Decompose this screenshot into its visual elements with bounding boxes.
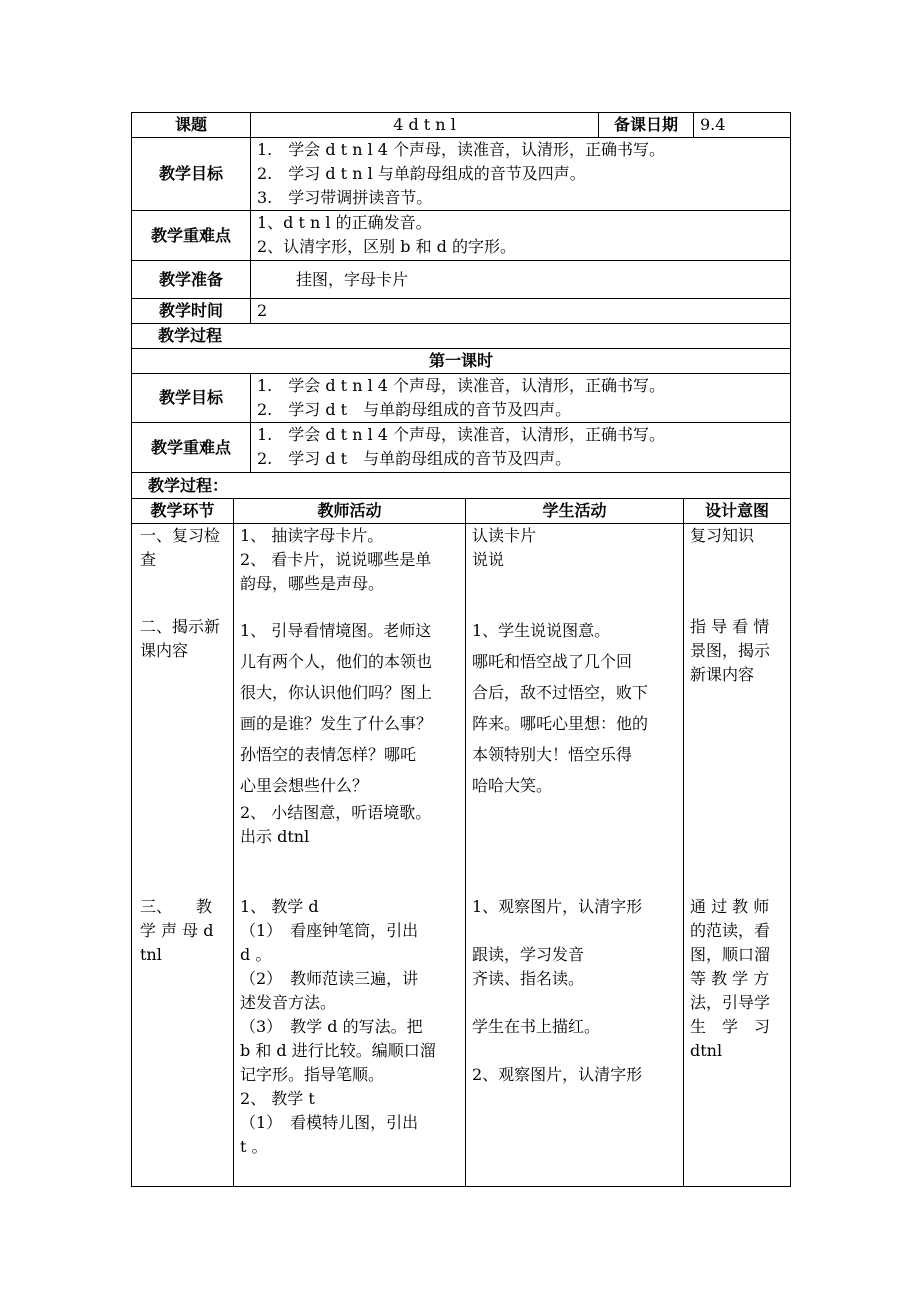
date-value: 9.4 — [694, 113, 791, 138]
teacher-text: 1、 抽读字母卡片。 — [240, 526, 384, 545]
link-text: tnl — [140, 945, 162, 964]
topic-row — [132, 113, 791, 138]
student-text: 2、观察图片，认清字形 — [472, 1065, 643, 1084]
teacher-text: 2、 看卡片，说说哪些是单 — [240, 550, 432, 569]
key-label: 教学重难点 — [132, 211, 251, 261]
goals-label: 教学目标 — [132, 138, 251, 211]
intent-text: 生 学 习 — [690, 1017, 771, 1036]
intent-cell — [684, 524, 791, 1187]
teacher-text: b 和 d 进行比较。编顺口溜 — [240, 1041, 436, 1060]
header-intent: 设计意图 — [684, 499, 791, 524]
goal-item: 3. 学习带调拼读音节。 — [257, 188, 433, 207]
prep-label: 教学准备 — [132, 261, 251, 299]
teacher-text: 心里会想些什么？ — [240, 776, 369, 795]
teacher-text: 很大，你认识他们吗？图上 — [240, 683, 433, 702]
topic-value: 4 d t n l — [251, 113, 599, 138]
process-label: 教学过程 — [132, 324, 791, 349]
goals-row — [132, 138, 791, 211]
lesson1-goals-list — [251, 374, 791, 423]
goal-item: 2. 学习 d t n l 与单韵母组成的音节及四声。 — [257, 164, 586, 183]
prep-row — [132, 261, 791, 299]
process-row — [132, 324, 791, 349]
key-item: 2、认清字形，区别 b 和 d 的字形。 — [257, 237, 517, 256]
steps-header-row — [132, 499, 791, 524]
student-text: 合后，敌不过悟空，败下 — [472, 683, 649, 702]
link-text: 一、复习检 — [140, 526, 221, 545]
link-text: 学 声 母 d — [140, 921, 214, 940]
teacher-text: 画的是谁？发生了什么事？ — [240, 714, 433, 733]
intent-text: dtnl — [690, 1041, 723, 1060]
lesson1-goals-label: 教学目标 — [132, 374, 251, 423]
link-cell — [132, 524, 234, 1187]
header-teacher: 教师活动 — [234, 499, 466, 524]
steps-body-row — [132, 524, 791, 1187]
lesson1-process-label: 教学过程： — [132, 473, 791, 499]
lesson1-key-item: 2. 学习 d t 与单韵母组成的音节及四声。 — [257, 449, 572, 468]
intent-text: 图，顺口溜 — [690, 945, 771, 964]
plan-table — [131, 112, 791, 499]
lesson1-title: 第一课时 — [132, 349, 791, 374]
time-row — [132, 299, 791, 324]
intent-text: 新课内容 — [690, 665, 755, 684]
lesson1-goals-row — [132, 374, 791, 423]
student-text: 认读卡片 — [472, 526, 537, 545]
link-text: 三、 教 — [140, 897, 213, 916]
lesson1-goal-item: 2. 学习 d t 与单韵母组成的音节及四声。 — [257, 400, 572, 419]
lesson1-key-row — [132, 423, 791, 473]
key-row — [132, 211, 791, 261]
lesson1-process-row — [132, 473, 791, 499]
teacher-text: （1） 看座钟笔筒，引出 — [240, 921, 419, 940]
intent-text: 的范读，看 — [690, 921, 771, 940]
intent-text: 景图，揭示 — [690, 641, 771, 660]
link-text: 课内容 — [140, 641, 189, 660]
student-text: 阵来。哪吒心里想：他的 — [472, 714, 649, 733]
header-link: 教学环节 — [132, 499, 234, 524]
goals-list — [251, 138, 791, 211]
teacher-text: 儿有两个人，他们的本领也 — [240, 652, 433, 671]
student-text: 齐读、指名读。 — [472, 969, 585, 988]
time-value: 2 — [251, 299, 791, 324]
key-list — [251, 211, 791, 261]
steps-table — [131, 498, 791, 1187]
key-item: 1、d t n l 的正确发音。 — [257, 213, 432, 232]
student-text: 说说 — [472, 550, 505, 569]
prep-value: 挂图，字母卡片 — [251, 261, 791, 299]
student-text: 本领特别大！悟空乐得 — [472, 745, 633, 764]
header-student: 学生活动 — [466, 499, 684, 524]
teacher-text: d 。 — [240, 945, 272, 964]
intent-text: 通 过 教 师 — [690, 897, 770, 916]
intent-text: 指 导 看 情 — [690, 617, 770, 636]
lesson1-goal-item: 1. 学会 d t n l 4 个声母，读准音，认清形，正确书写。 — [257, 376, 666, 395]
teacher-text: 1、 教学 d — [240, 897, 319, 916]
teacher-text: （3） 教学 d 的写法。把 — [240, 1017, 423, 1036]
teacher-text: 记字形。指导笔顺。 — [240, 1065, 385, 1084]
lesson1-key-list — [251, 423, 791, 473]
student-text: 跟读，学习发音 — [472, 945, 585, 964]
teacher-text: 出示 dtnl — [240, 827, 310, 846]
student-text: 哈哈大笑。 — [472, 776, 553, 795]
lesson1-title-row — [132, 349, 791, 374]
goal-item: 1. 学会 d t n l 4 个声母，读准音，认清形，正确书写。 — [257, 140, 666, 159]
intent-text: 法，引导学 — [690, 993, 771, 1012]
teacher-text: 韵母，哪些是声母。 — [240, 574, 385, 593]
time-label: 教学时间 — [132, 299, 251, 324]
teacher-text: （2） 教师范读三遍，讲 — [240, 969, 419, 988]
teacher-text: （1） 看模特儿图，引出 — [240, 1113, 419, 1132]
teacher-text: 孙悟空的表情怎样？哪吒 — [240, 745, 417, 764]
lesson1-key-label: 教学重难点 — [132, 423, 251, 473]
teacher-text: 1、 引导看情境图。老师这 — [240, 621, 432, 640]
date-label: 备课日期 — [599, 113, 694, 138]
lesson1-key-item: 1. 学会 d t n l 4 个声母，读准音，认清形，正确书写。 — [257, 425, 666, 444]
teacher-text: 2、 小结图意，听语境歌。 — [240, 803, 432, 822]
student-text: 哪吒和悟空战了几个回 — [472, 652, 633, 671]
student-text: 1、学生说说图意。 — [472, 621, 611, 640]
link-text: 查 — [140, 550, 157, 569]
intent-text: 复习知识 — [690, 526, 755, 545]
teacher-text: 述发音方法。 — [240, 993, 337, 1012]
teacher-text: t 。 — [240, 1137, 268, 1156]
teacher-cell — [234, 524, 466, 1187]
topic-label: 课题 — [132, 113, 251, 138]
teacher-text: 2、 教学 t — [240, 1089, 315, 1108]
intent-text: 等 教 学 方 — [690, 969, 770, 988]
student-text: 1、观察图片，认清字形 — [472, 897, 643, 916]
student-text: 学生在书上描红。 — [472, 1017, 601, 1036]
link-text: 二、揭示新 — [140, 617, 221, 636]
student-cell — [466, 524, 684, 1187]
